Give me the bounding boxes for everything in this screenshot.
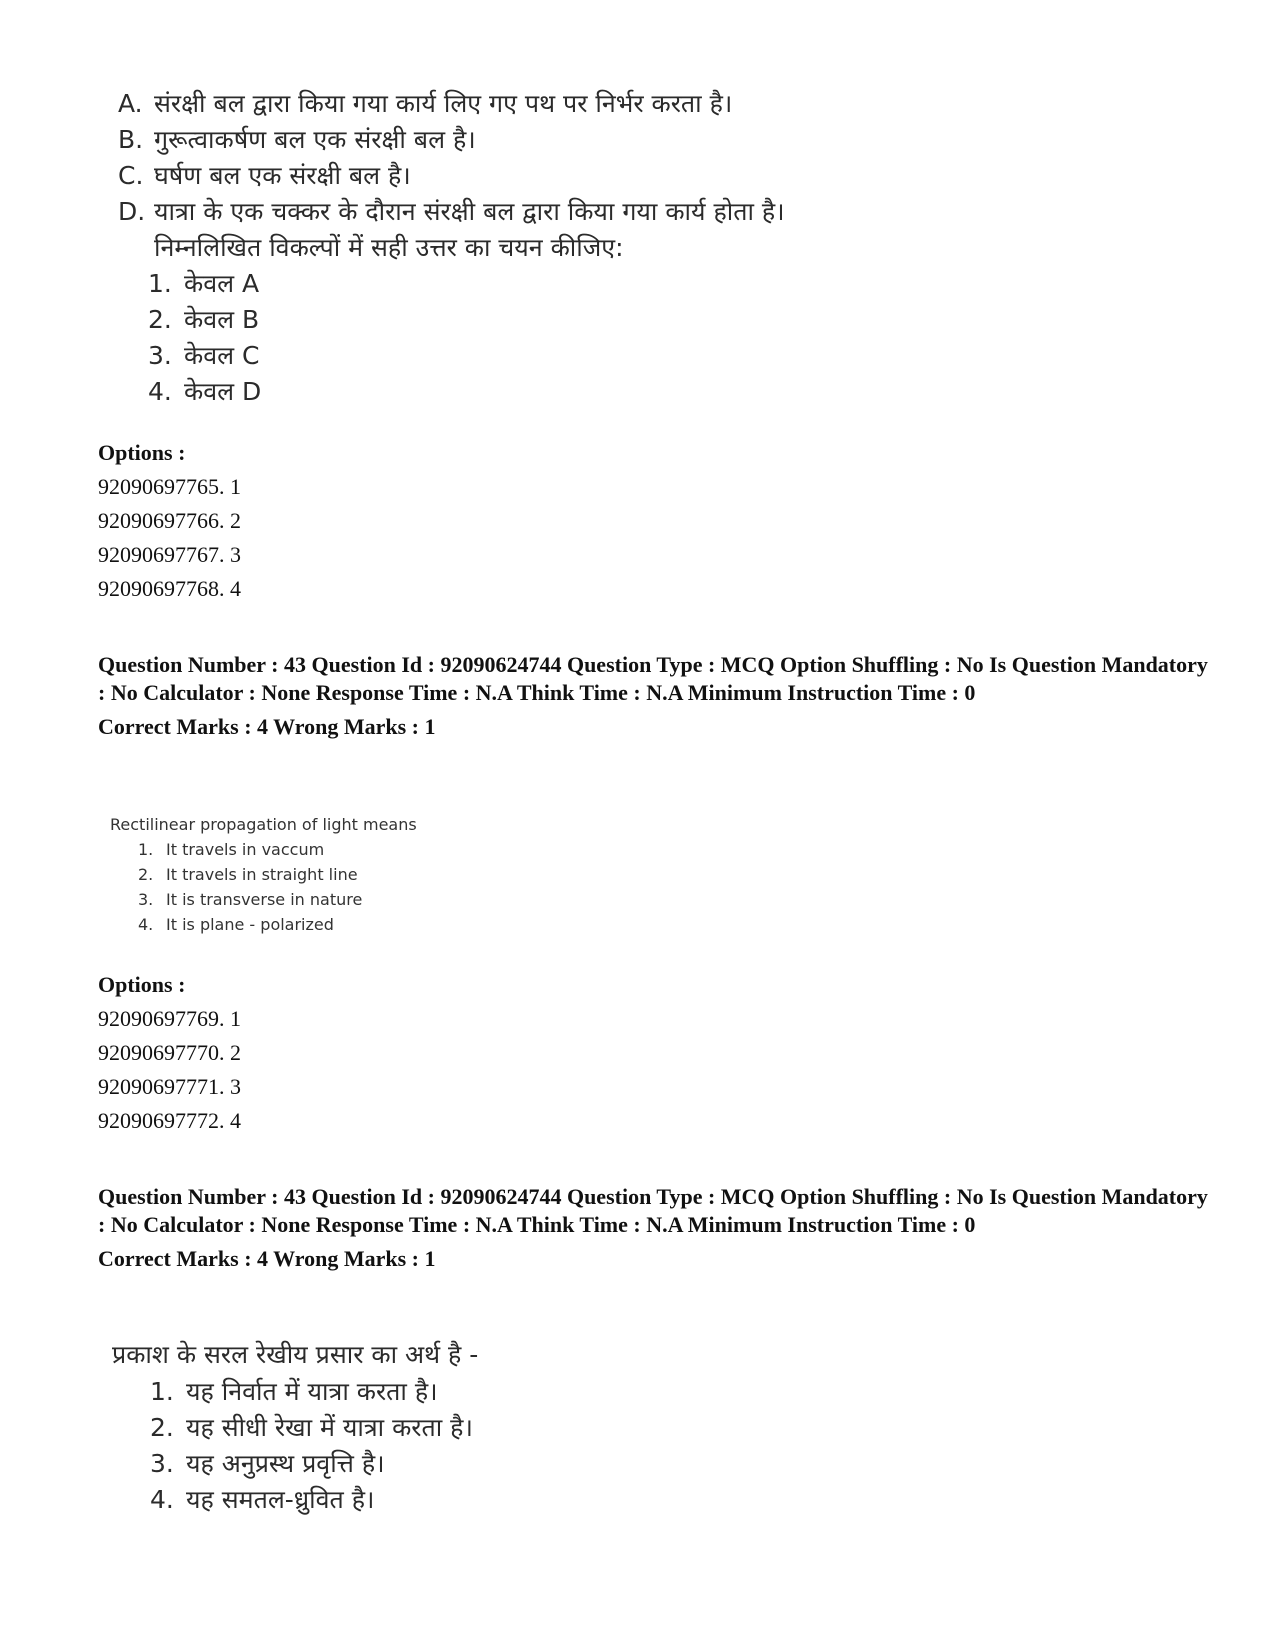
option-item: 92090697771. 3 xyxy=(98,1074,241,1099)
question-marks: Correct Marks : 4 Wrong Marks : 1 xyxy=(98,714,436,739)
options-title: Options : xyxy=(98,440,186,465)
choice-2: 2. केवल B xyxy=(148,305,260,334)
choice-1: 1. It travels in vaccum xyxy=(138,840,325,859)
question-43-hindi-image xyxy=(112,1336,712,1518)
choice-2: 2. यह सीधी रेखा में यात्रा करता है। xyxy=(150,1413,473,1442)
question-instruction: निम्नलिखित विकल्पों में सही उत्तर का चयन कीजिए: xyxy=(154,233,624,262)
choice-3: 3. यह अनुप्रस्थ प्रवृत्ति है। xyxy=(150,1449,385,1478)
question-meta-2 xyxy=(98,1183,1208,1273)
option-item: 92090697769. 1 xyxy=(98,1006,241,1031)
question-43-english-image xyxy=(110,812,470,937)
options-title: Options : xyxy=(98,972,186,997)
question-meta-1 xyxy=(98,651,1208,741)
choice-4: 4. यह समतल-ध्रुवित है। xyxy=(150,1485,375,1514)
question-marks: Correct Marks : 4 Wrong Marks : 1 xyxy=(98,1246,436,1271)
choice-4: 4. It is plane - polarized xyxy=(138,915,334,934)
choice-4: 4. केवल D xyxy=(148,377,262,406)
question-text: प्रकाश के सरल रेखीय प्रसार का अर्थ है - xyxy=(112,1340,479,1369)
question-meta-text: Question Number : 43 Question Id : 92090624744 Question Type : MCQ Option Shuffling : No Is Question Mandatory : No Calculator : None Response Time : N.A Think Time : N.A Minimum Instruction Time : 0 xyxy=(98,1184,1208,1237)
statement-b: B. गुरूत्वाकर्षण बल एक संरक्षी बल है। xyxy=(118,125,476,154)
options-list-2 xyxy=(98,968,241,1138)
choice-2: 2. It travels in straight line xyxy=(138,865,358,884)
option-item: 92090697766. 2 xyxy=(98,508,241,533)
choice-1: 1. केवल A xyxy=(148,269,260,298)
question-42-hindi-image xyxy=(118,86,878,410)
option-item: 92090697767. 3 xyxy=(98,542,241,567)
question-text: Rectilinear propagation of light means xyxy=(110,815,417,834)
statement-a: A. संरक्षी बल द्वारा किया गया कार्य लिए गए पथ पर निर्भर करता है। xyxy=(118,89,733,118)
question-meta-text: Question Number : 43 Question Id : 92090624744 Question Type : MCQ Option Shuffling : No Is Question Mandatory : No Calculator : None Response Time : N.A Think Time : N.A Minimum Instruction Time : 0 xyxy=(98,652,1208,705)
options-list-1 xyxy=(98,436,241,606)
option-item: 92090697768. 4 xyxy=(98,576,241,601)
option-item: 92090697772. 4 xyxy=(98,1108,241,1133)
option-item: 92090697770. 2 xyxy=(98,1040,241,1065)
statement-d: D. यात्रा के एक चक्कर के दौरान संरक्षी बल द्वारा किया गया कार्य होता है। xyxy=(118,197,785,226)
choice-3: 3. It is transverse in nature xyxy=(138,890,363,909)
choice-3: 3. केवल C xyxy=(148,341,260,370)
choice-1: 1. यह निर्वात में यात्रा करता है। xyxy=(150,1377,438,1406)
option-item: 92090697765. 1 xyxy=(98,474,241,499)
statement-c: C. घर्षण बल एक संरक्षी बल है। xyxy=(118,161,411,190)
